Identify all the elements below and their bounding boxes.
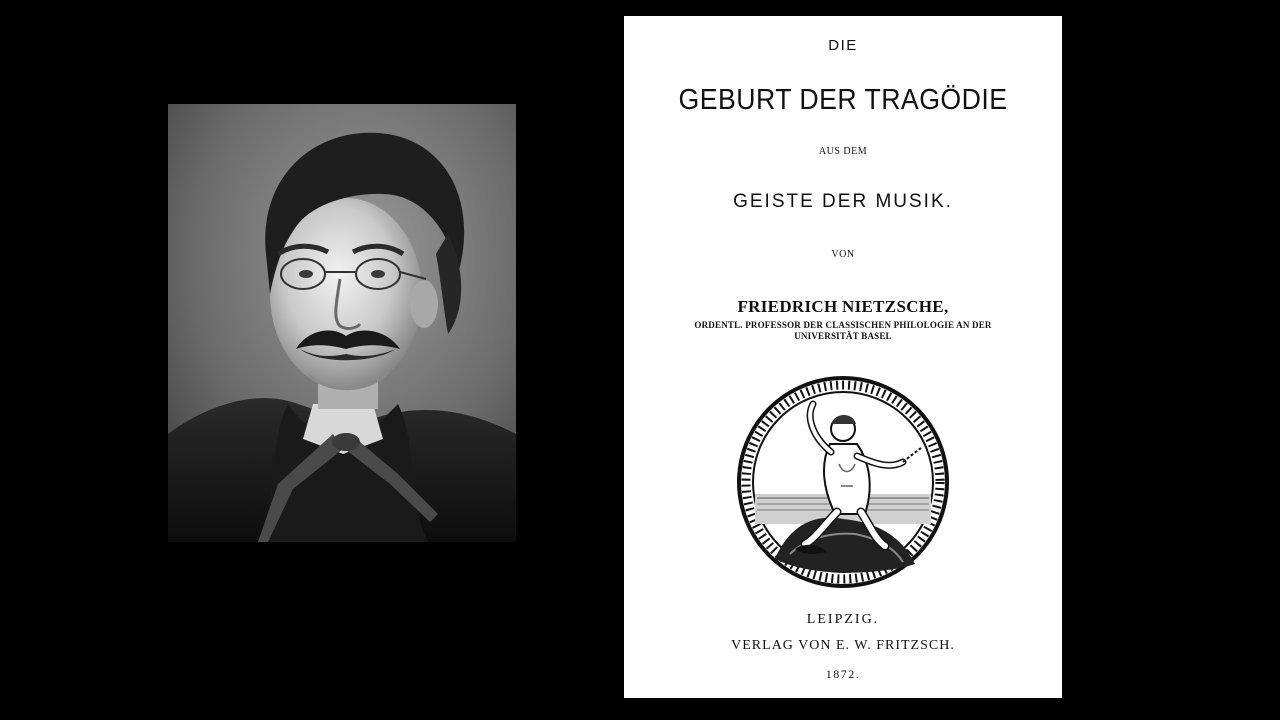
book-subtitle: GEISTE DER MUSIK. [733, 191, 953, 212]
portrait-photo [168, 104, 516, 542]
publisher: VERLAG VON E. W. FRITZSCH. [731, 638, 955, 653]
publication-city: LEIPZIG. [806, 612, 880, 627]
author-affiliation-line-1: ORDENTL. PROFESSOR DER CLASSISCHEN PHILOLOGIE AN DER [694, 320, 992, 330]
portrait-photo-icon [168, 104, 516, 542]
author-name: FRIEDRICH NIETZSCHE, [737, 297, 949, 316]
title-line-aus-dem: AUS DEM [818, 146, 868, 157]
book-title-page [624, 16, 1062, 698]
prometheus-vignette-icon [735, 374, 951, 590]
emblem [735, 374, 951, 590]
title-line-die: DIE [828, 37, 858, 54]
book-title: GEBURT DER TRAGÖDIE [678, 84, 1008, 116]
publication-year: 1872. [825, 667, 861, 681]
author-affiliation-line-2: UNIVERSITÄT BASEL [794, 331, 892, 341]
title-line-von: VON [831, 249, 855, 260]
